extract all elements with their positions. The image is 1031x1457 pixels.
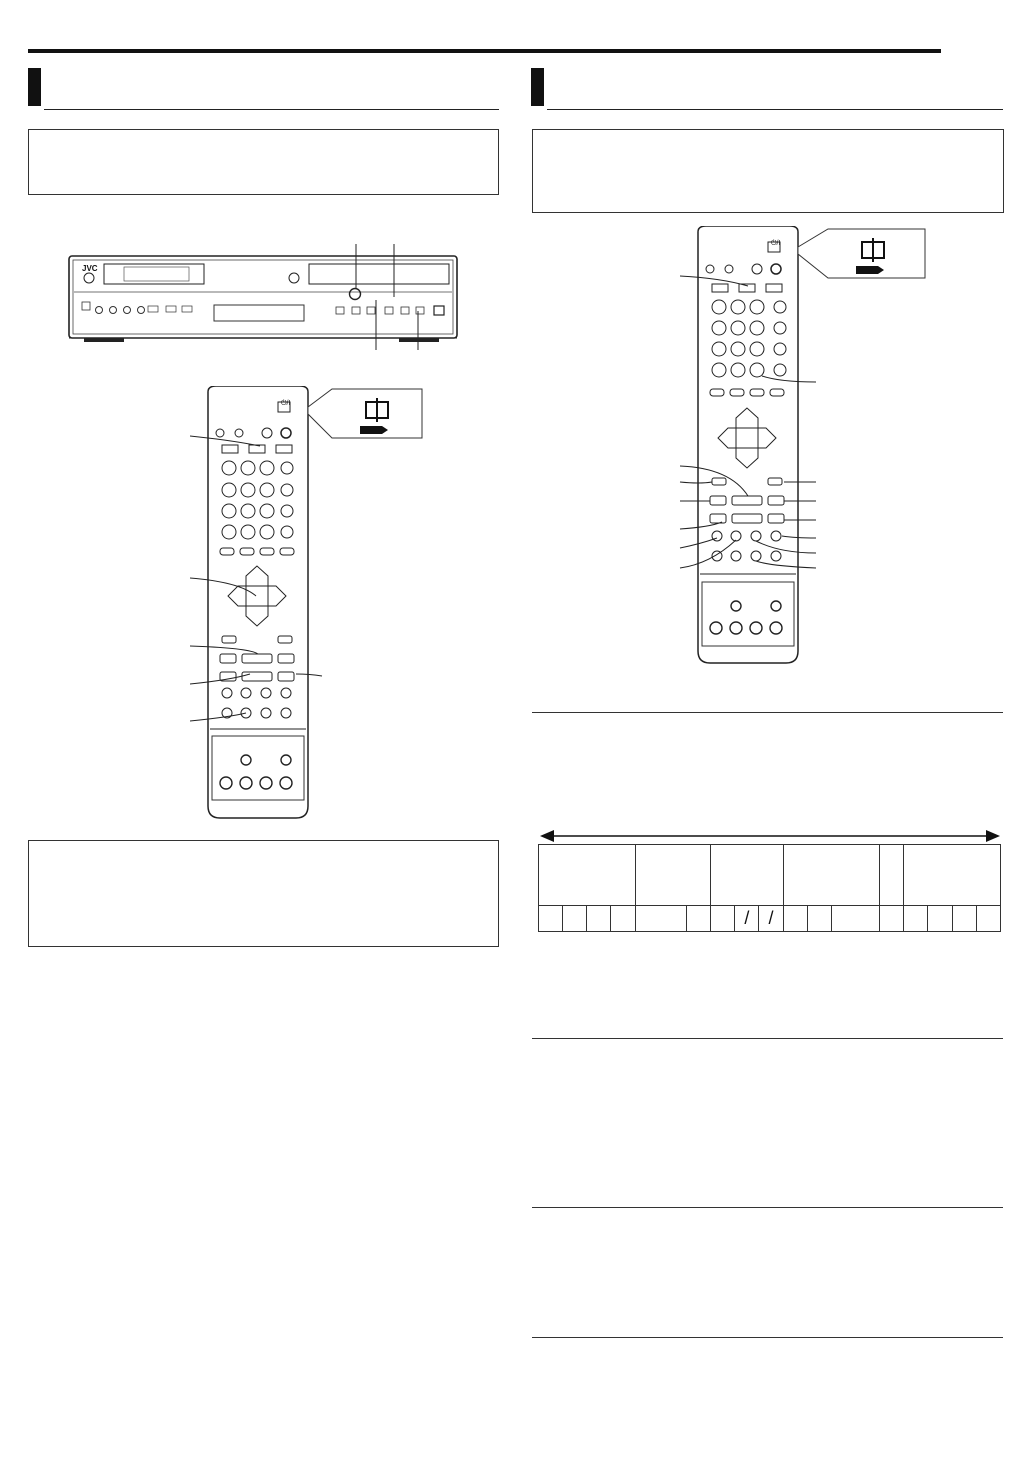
speed-cell <box>880 906 904 932</box>
speed-cell <box>563 906 587 932</box>
note-box-left-top <box>28 129 499 195</box>
separator-4 <box>532 1337 1003 1338</box>
separator-3 <box>532 1207 1003 1208</box>
speed-cell <box>904 906 928 932</box>
speed-cell <box>783 906 807 932</box>
speed-header-cell <box>783 845 880 906</box>
speed-cell <box>928 906 952 932</box>
speed-cell <box>587 906 611 932</box>
speed-table <box>538 844 1001 932</box>
speed-header-cell <box>880 845 904 906</box>
speed-slash-cell: / <box>759 906 783 932</box>
remote-illustration-left <box>190 386 430 826</box>
section-marker-left <box>28 68 41 106</box>
separator-1 <box>532 712 1003 713</box>
page-top-rule <box>28 49 941 53</box>
power-label-right: ⏻/I <box>771 240 781 247</box>
speed-cell <box>539 906 563 932</box>
speed-cell <box>611 906 635 932</box>
remote-illustration-right <box>660 226 940 666</box>
section-underline-left <box>44 109 499 110</box>
speed-cell <box>807 906 831 932</box>
speed-header-cell <box>635 845 711 906</box>
speed-cell <box>687 906 711 932</box>
section-marker-right <box>531 68 544 106</box>
speed-header-cell <box>904 845 1001 906</box>
speed-cell <box>635 906 686 932</box>
speed-slash-cell: / <box>735 906 759 932</box>
power-label-left: ⏻/I <box>281 400 291 407</box>
brand-logo-text: JVC <box>82 264 98 273</box>
speed-header-cell <box>711 845 783 906</box>
speed-cell <box>711 906 735 932</box>
separator-2 <box>532 1038 1003 1039</box>
speed-range-arrow <box>540 830 1000 842</box>
speed-cell <box>976 906 1000 932</box>
speed-header-cell <box>539 845 636 906</box>
speed-cell <box>952 906 976 932</box>
note-box-left-bottom <box>28 840 499 947</box>
note-box-right-top <box>532 129 1004 213</box>
front-panel-illustration <box>64 240 464 355</box>
speed-cell <box>831 906 879 932</box>
section-underline-right <box>547 109 1003 110</box>
